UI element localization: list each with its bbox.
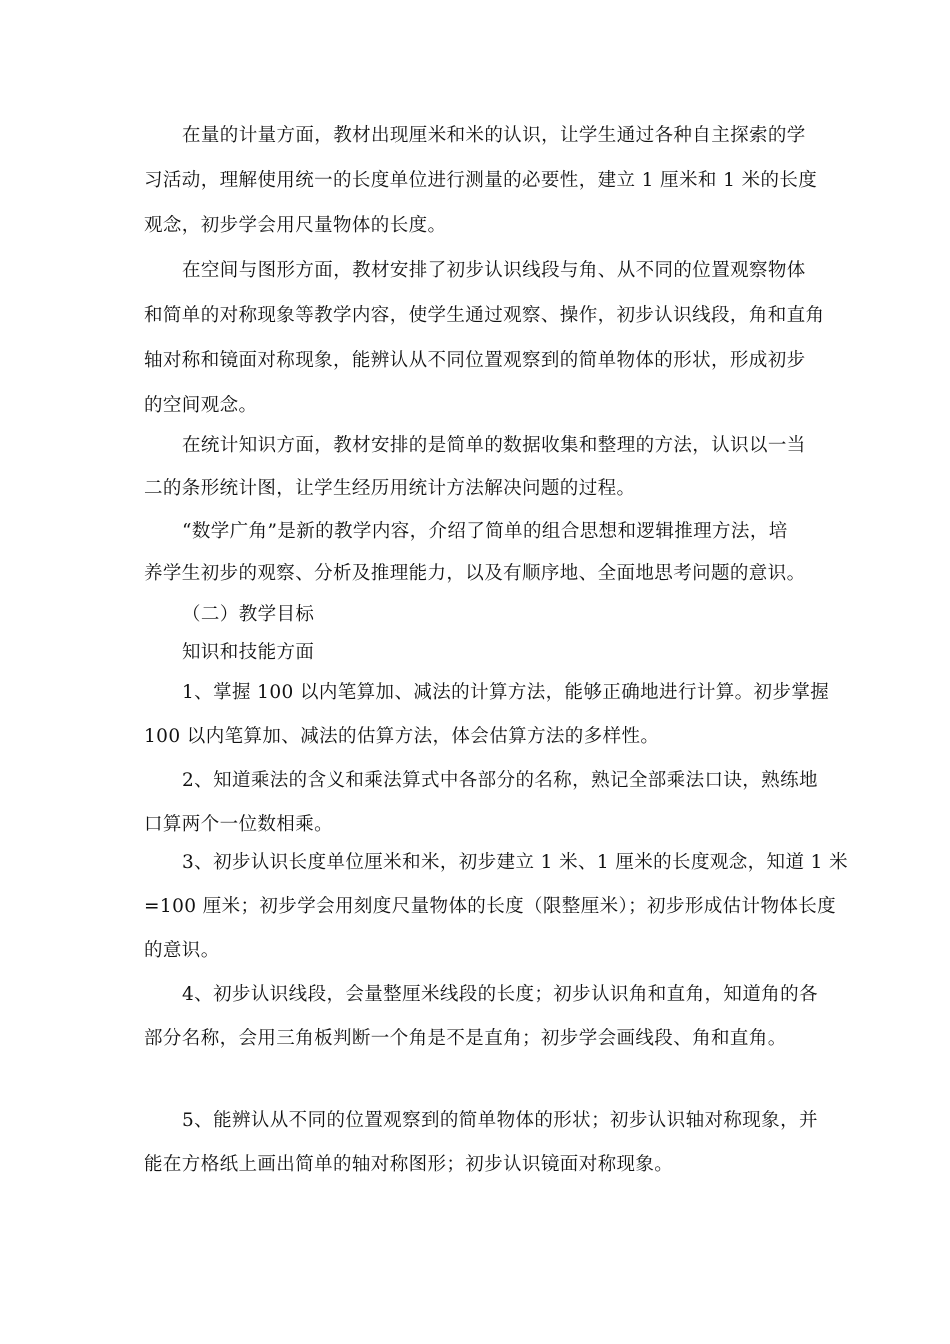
paragraph-math-corner-line-2: 养学生初步的观察、分析及推理能力，以及有顺序地、全面地思考问题的意识。 <box>144 563 806 584</box>
objective-3-line-2: =100 厘米；初步学会用刻度尺量物体的长度（限整厘米）；初步形成估计物体长度 <box>144 896 837 917</box>
objective-2-line-2: 口算两个一位数相乘。 <box>144 814 334 835</box>
paragraph-space-line-2: 和简单的对称现象等教学内容，使学生通过观察、操作，初步认识线段，角和直角 <box>144 305 825 326</box>
paragraph-measurement-line-1: 在量的计量方面，教材出现厘米和米的认识，让学生通过各种自主探索的学 <box>182 125 806 146</box>
objective-3-line-1: 3、初步认识长度单位厘米和米，初步建立 1 米、1 厘米的长度观念，知道 1 米 <box>182 852 848 873</box>
objective-2-line-1: 2、知道乘法的含义和乘法算式中各部分的名称，熟记全部乘法口诀，熟练地 <box>182 770 818 791</box>
paragraph-space-line-3: 轴对称和镜面对称现象，能辨认从不同位置观察到的简单物体的形状，形成初步 <box>144 350 806 371</box>
paragraph-space-line-4: 的空间观念。 <box>144 395 258 416</box>
paragraph-math-corner-line-1: “数学广角”是新的教学内容，介绍了简单的组合思想和逻辑推理方法，培 <box>182 521 788 542</box>
section-heading: （二）教学目标 <box>182 604 315 625</box>
paragraph-measurement-line-3: 观念，初步学会用尺量物体的长度。 <box>144 215 447 236</box>
paragraph-space-line-1: 在空间与图形方面，教材安排了初步认识线段与角、从不同的位置观察物体 <box>182 260 806 281</box>
objective-4-line-2: 部分名称，会用三角板判断一个角是不是直角；初步学会画线段、角和直角。 <box>144 1028 787 1049</box>
paragraph-measurement-line-2: 习活动，理解使用统一的长度单位进行测量的必要性，建立 1 厘米和 1 米的长度 <box>144 170 818 191</box>
objective-3-line-3: 的意识。 <box>144 940 220 961</box>
subheading: 知识和技能方面 <box>182 642 315 663</box>
paragraph-statistics-line-1: 在统计知识方面，教材安排的是简单的数据收集和整理的方法，认识以一当 <box>182 435 806 456</box>
objective-4-line-1: 4、初步认识线段，会量整厘米线段的长度；初步认识角和直角，知道角的各 <box>182 984 818 1005</box>
objective-1-line-2: 100 以内笔算加、减法的估算方法，体会估算方法的多样性。 <box>144 726 660 747</box>
paragraph-statistics-line-2: 二的条形统计图，让学生经历用统计方法解决问题的过程。 <box>144 478 636 499</box>
objective-5-line-2: 能在方格纸上画出简单的轴对称图形；初步认识镜面对称现象。 <box>144 1154 674 1175</box>
objective-5-line-1: 5、能辨认从不同的位置观察到的简单物体的形状；初步认识轴对称现象，并 <box>182 1110 818 1131</box>
objective-1-line-1: 1、掌握 100 以内笔算加、减法的计算方法，能够正确地进行计算。初步掌握 <box>182 682 830 703</box>
